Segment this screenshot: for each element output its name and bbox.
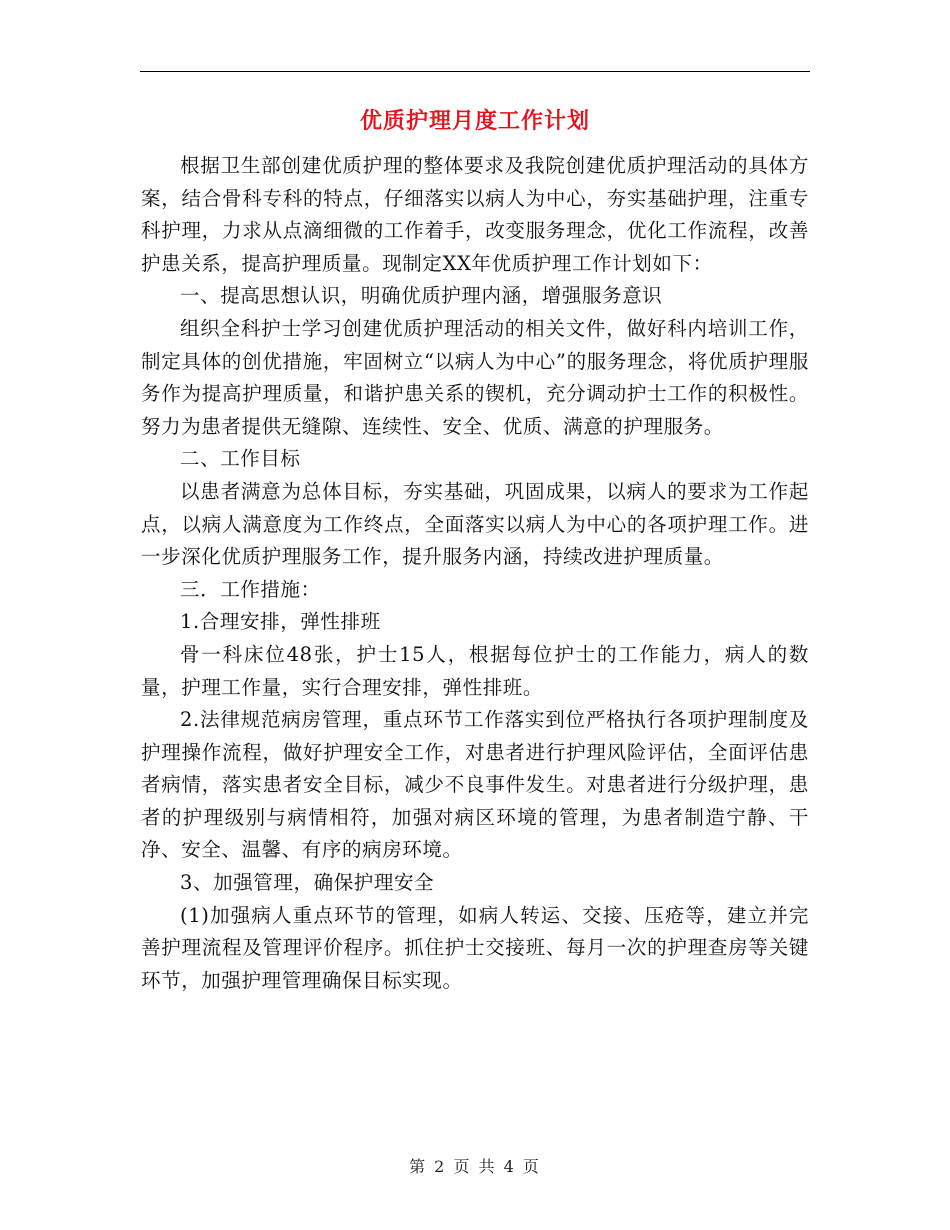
- heading-section-2: 二、工作目标: [180, 447, 301, 471]
- header-rule: [140, 71, 810, 72]
- heading-section-1: 一、提高思想认识，明确优质护理内涵，增强服务意识: [180, 284, 663, 308]
- paragraph-intro: 根据卫生部创建优质护理的整体要求及我院创建优质护理活动的具体方案，结合骨科专科的特点，仔细落实以病人为中心，夯实基础护理，注重专科护理，力求从点滴细微的工作着手，改变服务理念，优化工作流程，改善护患关系，提高护理质量。现制定XX年优质护理工作计划如下：: [141, 154, 809, 275]
- paragraph-sub-2: 2.法律规范病房管理，重点环节工作落实到位严格执行各项护理制度及护理操作流程，做好护理安全工作，对患者进行护理风险评估，全面评估患者病情，落实患者安全目标，减少不良事件发生。对患者进行分级护理，患者的护理级别与病情相符，加强对病区环境的管理，为患者制造宁静、干净、安全、温馨、有序的病房环境。: [141, 708, 809, 862]
- document-body: [141, 150, 809, 997]
- subheading-1: 1.合理安排，弹性排班: [180, 610, 381, 634]
- subheading-3: 3、加强管理，确保护理安全: [180, 871, 435, 895]
- paragraph-sub-3-1: (1)加强病人重点环节的管理，如病人转运、交接、压疮等，建立并完善护理流程及管理评价程序。抓住护士交接班、每月一次的护理查房等关键环节，加强护理管理确保目标实现。: [141, 903, 809, 992]
- paragraph-sub-1: 骨一科床位48张，护士15人，根据每位护士的工作能力，病人的数量，护理工作量，实行合理安排，弹性排班。: [141, 642, 809, 699]
- paragraph-section-2: 以患者满意为总体目标，夯实基础，巩固成果，以病人的要求为工作起点，以病人满意度为工作终点，全面落实以病人为中心的各项护理工作。进一步深化优质护理服务工作，提升服务内涵，持续改进护理质量。: [141, 479, 809, 569]
- heading-section-3: 三．工作措施：: [180, 577, 321, 601]
- document-title: 优质护理月度工作计划: [359, 109, 590, 134]
- paragraph-section-1: 组织全科护士学习创建优质护理活动的相关文件，做好科内培训工作，制定具体的创优措施，牢固树立“以病人为中心”的服务理念，将优质护理服务作为提高护理质量，和谐护患关系的锲机，充分调动护士工作的积极性。 努力为患者提供无缝隙、连续性、安全、优质、满意的护理服务。: [141, 316, 809, 438]
- page-footer: 第 2 页 共 4 页: [409, 1157, 541, 1176]
